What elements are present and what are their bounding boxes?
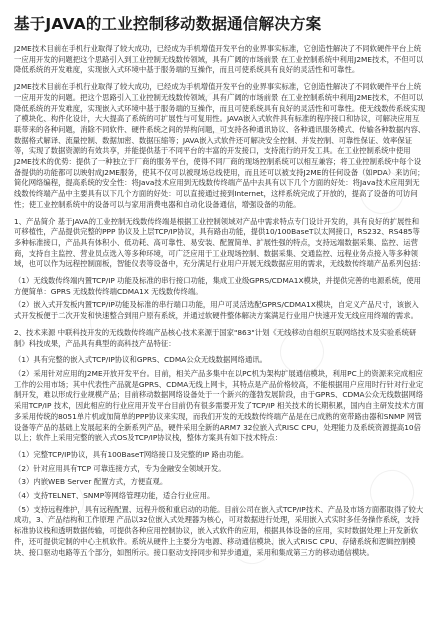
paragraph-product-intro: 1、产品简介 基于JAVA的工业控制无线数传终端是根据工业控制领域对产品中需求特点专门设计开发的，具有良好的扩展性和可移植性，产品提供完整的PPP 协议及上层TCP/IP协议，具有路由功能，提供10/100BaseT以太网接口，RS232、RS485等多种标准接口，产品具有体积小、低功耗、高可靠性、易安装、配置简单、扩展性强的特点，支持远端数据采集、监控、运营商，支持自主监控、营业员点选入等多种环境，可广泛应用于工业现场控制、数据采集、交通监控、远程业务点接入等多种领域，也可以作为远程控制面板，智能仪表等设备中，充分满足行业用户开展无线数据应用的需求，无线数传终端产品系列包括： — [14, 216, 426, 269]
paragraph-advantages: J2ME技术目前在手机行业取得了较大成功，已经成为手机增值开发平台的业界事实标准，它创造性解决了不同软硬件平台上统一应用开发的问题。把这个思路引入工业控制无线数传领域，具有广阔的市场前景 在工业控制系统中利用J2ME技术，不但可以降低系统的开发难度，实现嵌入式环境中基于服务端的互操作，而且可使系统具有良好的灵活性和可靠性。使无线数传系统实现了模块化、构件化设计，大大提高了系统的可扩展性与可复用性。JAVA嵌入式软件具有标准的程序接口和协议，可解决应用互联带来的各种问题，消除不同软件、硬件系统之间的异构问题，可支持各种通讯协议、各种通讯服务模式、传输各种数据内容、数据格式解译、流量控制、数据加密、数据压缩等；JAVA嵌入式软件还可解决安全控制、并发控制、可靠性保证、效率保证等，实现了数据资源的有效共享，并能提供基于不同平台的丰富的开发接口，支持流行的开发工具。在工业控制系统中使用J2ME技术的优势：提供了一种独立于厂商的服务平台，使得不同厂商的现场控制系统可以相互兼容；将工业控制系统中每个设备提供的功能都可以映射成J2ME服务，使其不仅可以被现场总线使用，而且还可以被支持J2ME的任何设备（如PDA）来访问；简化网络编程，提高系统的安全性：将Java技术应用到无线数传终端产品中去具有以下几个方面的好处：将Java技术应用到无线数传终端产品中主要具有以下几个方面的好处：可以直接通过接到Internet，这样系统完成了开放的，提高了设备的可访问性；使工业控制系统中的设备可以与家用消费电器和自动化设备通信，增强设备的功能。 — [14, 82, 426, 209]
paragraph-tech-2: （2）采用针对应用的J2ME开放开发平台。目前，相关产品多集中在以PC机为架构扩展通信模块，利用PC上的资源来完成相应工作的公用市场；其中代表性产品就是GPRS、CDMA无线上网卡，其特点是产品价格较高，不能根据用户应用时行针对行业定制开发，难以形成行业规模产品；目前移动数据网络设备处于一个新兴的蓬勃发展阶段，由于GPRS、CDMA公众无线数据网络采用TCP/IP 技术，因此相应的行业应用开发平台目前仍有很多需要开发了TCP/IP 相关技术的长期积累，国内自主研发技术方面多采用传统的8051单片机或加简单的PPP协议来实现，而我们开发的无线数传终端产品是在已成熟的宽带路由器和SNMP 网管设备等产品的基础上发展起来的全新系列产品，硬件采用全新的ARM7 32位嵌入式RISC CPU，处理能力及系统资源提高10倍以上；软件上采用完整的嵌入式OS及TCP/IP协议栈，整体方案具有如下技术特点： — [14, 368, 424, 443]
paragraph-tech-1: （1）具有完整的嵌入式TCP/IP协议和GPRS、CDMA公众无线数据网络通讯。 — [14, 355, 267, 365]
paragraph-feature-3: （3）内嵌WEB Server 配置方式，方便直观。 — [14, 477, 168, 487]
paragraph-feature-1: （1）完整TCP/IP协议，具有100BaseT网络接口及完整的IP 路由功能。 — [14, 449, 249, 459]
document-body — [14, 44, 426, 558]
paragraph-item-1: （1）无线数传终端内置TCP/IP 功能及标准的串行接口功能，集成工业级GPRS/CDMA1X模块，并提供完善的电源系统，使用方便简单：GPRS 无线数传终端CDMA1X 无线数传终端。 — [14, 276, 422, 296]
paragraph-intro: J2ME技术目前在手机行业取得了较大成功，已经成为手机增值开发平台的业界事实标准，它创造性解决了不同软硬件平台上统一应用开发的问题把这个思路引入到工业控制无线数传领域，具有广阔的市场前景 在工业控制系统中利用J2ME技术，不但可以降低系统的开发难度，实现嵌入式环境中基于服务端的互操作，而且可使系统具有良好的灵活性和可靠性。 — [14, 44, 424, 75]
paragraph-feature-2: （2）针对应用具有TCP 可靠连接方式，专为金融安全领域开发。 — [14, 463, 226, 473]
paragraph-feature-4: （4）支持TELNET、SNMP等网络管理功能，适合行业应用。 — [14, 491, 215, 501]
paragraph-tech-source: 2、技术来源 中联科技开发的无线数传终端产品核心技术来源于国家"863"计划《无线移动自组织互联网络技术及实验系统研制》科技成果，产品具有典型的高科技产品特征： — [14, 327, 417, 348]
paragraph-feature-5: （5）支持远程维护，具有远程配置、远程升级和重启动的功能。目前公司在嵌入式TCP/IP技术、产品及市场方面都取得了较大成功，3、产品结构和工作原理 产品以32位嵌入式处理器为核心，可对数据进行处理，采用嵌入式实时多任务操作系统，支持标准协议栈和透明数据传输，可提供各种应用控制协议，嵌入式软件的应用，根据具体设备的应用，实时数据处理上开发新软件，还可提供定制的中心主机软件。系统从硬件上主要分为电源、移动通信模块、嵌入式RISC CPU、存储系统和逻辑控制模块、接口驱动电路等五个部分，如图所示。接口驱动支持同步和异步通道，采用和集成第三方的移动通信模块。 — [14, 504, 424, 557]
paragraph-item-2: （2）嵌入式开发板内置TCP/IP功能及标准的串行端口功能，用户可灵活选配GPRS/CDMA1X模块，自定义产品尺寸，该嵌入式开发板便于二次开发和快速整合到用户原有系统，并通过软硬件整体解决方案满足行业用户快速开发无线应用终端的需求。 — [14, 300, 419, 321]
document-title: 基于JAVA的工业控制移动数据通信解决方案 — [14, 15, 322, 33]
